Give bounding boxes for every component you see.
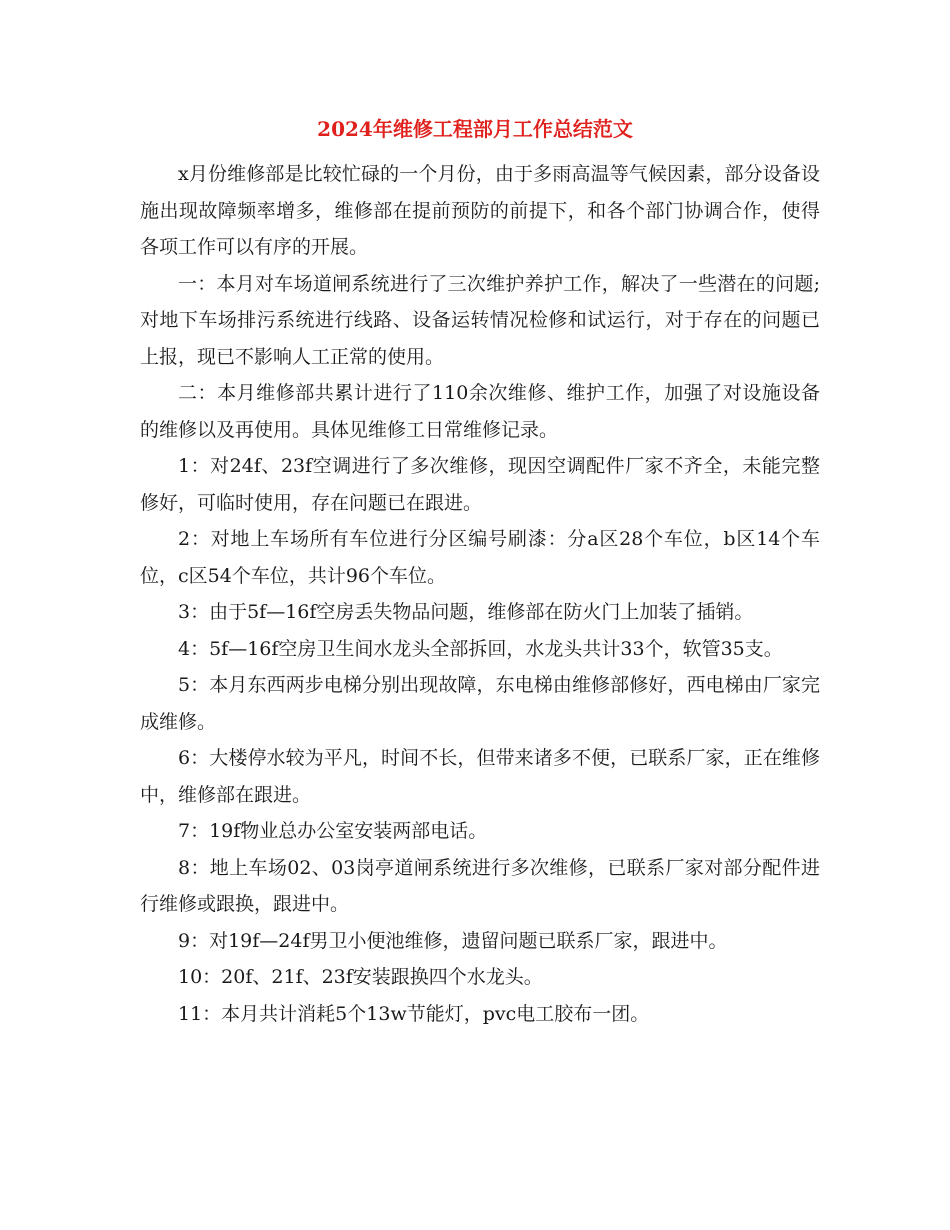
list-item: 9：对19f—24f男卫小便池维修，遗留问题已联系厂家，跟进中。 (178, 929, 728, 952)
intro-paragraph: x月份维修部是比较忙碌的一个月份，由于多雨高温等气候因素，部分设备设施出现故障频率增多，维修部在提前预防的前提下，和各个部门协调合作，使得各项工作可以有序的开展。 (140, 163, 820, 258)
document-title: 2024年维修工程部月工作总结范文 (317, 117, 633, 141)
section-two-paragraph: 二：本月维修部共累计进行了110余次维修、维护工作，加强了对设施设备的维修以及再使用。具体见维修工日常维修记录。 (140, 382, 820, 441)
list-item: 2：对地上车场所有车位进行分区编号刷漆：分a区28个车位，b区14个车位，c区54个车位，共计96个车位。 (140, 528, 820, 587)
list-item: 4：5f—16f空房卫生间水龙头全部拆回，水龙头共计33个，软管35支。 (178, 637, 783, 660)
list-item: 7：19f物业总办公室安装两部电话。 (178, 820, 488, 842)
list-item: 6：大楼停水较为平凡，时间不长，但带来诸多不便，已联系厂家，正在维修中，维修部在跟进。 (140, 747, 820, 806)
list-item: 10：20f、21f、23f安装跟换四个水龙头。 (178, 966, 543, 988)
list-item: 5：本月东西两步电梯分别出现故障，东电梯由维修部修好，西电梯由厂家完成维修。 (140, 674, 820, 733)
list-item: 11：本月共计消耗5个13w节能灯，pvc电工胶布一团。 (178, 1002, 650, 1025)
list-item: 8：地上车场02、03岗亭道闸系统进行多次维修，已联系厂家对部分配件进行维修或跟换，跟进中。 (140, 856, 820, 915)
list-item: 1：对24f、23f空调进行了多次维修，现因空调配件厂家不齐全，未能完整修好，可临时使用，存在问题已在跟进。 (140, 455, 820, 514)
list-item: 3：由于5f—16f空房丢失物品问题，维修部在防火门上加装了插销。 (178, 601, 754, 623)
section-one-paragraph: 一：本月对车场道闸系统进行了三次维护养护工作，解决了一些潜在的问题;对地下车场排污系统进行线路、设备运转情况检修和试运行，对于存在的问题已上报，现已不影响人工正常的使用。 (140, 272, 820, 368)
document-body (140, 156, 820, 1032)
